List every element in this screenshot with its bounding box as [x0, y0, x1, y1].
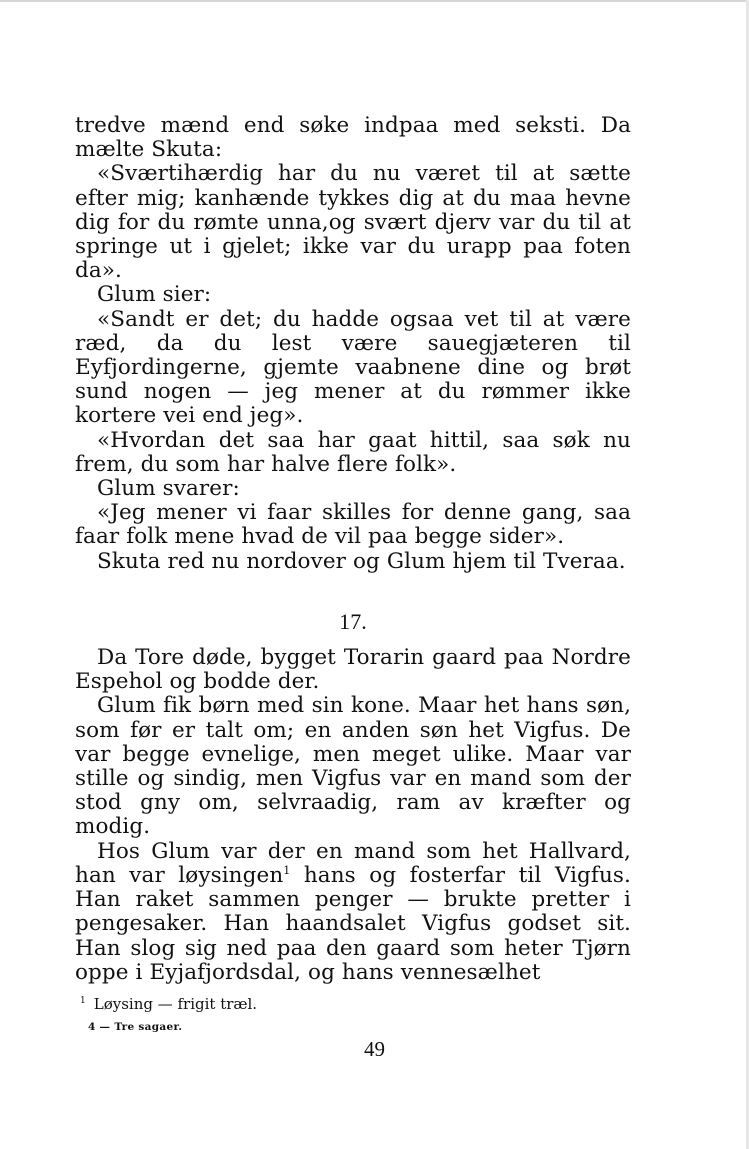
paragraph-2: «Sværtihærdig har du nu været til at sætte efter mig; kanhænde tykkes dig at du maa hevne dig for du rømte unna,og svært djerv var du til at springe ut i gjelet; ikke var du urapp paa foten da».	[75, 161, 631, 284]
paragraph-11-start: Hos Glum var der en mand som het Hallvard, han var løysingen	[75, 838, 631, 888]
footnote-text: Løysing — frigit træl.	[93, 995, 258, 1013]
paragraph-11-end: hans og fosterfar til Vigfus. Han raket sammen penger — brukte pretter i pengesaker. Han haandsalet Vigfus godset sit. Han slog sig ned paa den gaard som heter Tjørn oppe i Eyjafjordsdal, og hans vennesælhet	[75, 862, 631, 985]
paragraph-10: Glum fik børn med sin kone. Maar het hans søn, som før er talt om; en anden søn het Vigfus. De var begge evnelige, men meget ulike. Maar var stille og sindig, men Vigfus var en mand som der stod gny om, selvraadig, ram av kræfter og modig.	[75, 693, 631, 840]
paragraph-1: tredve mænd end søke indpaa med seksti. Da mælte Skuta:	[75, 113, 631, 163]
paragraph-11	[75, 840, 631, 985]
paragraph-9: Da Tore døde, bygget Torarin gaard paa Nordre Espehol og bodde der.	[75, 645, 631, 695]
page-number: 49	[364, 1037, 385, 1061]
printer-signature: 4 — Tre sagaer.	[88, 1021, 183, 1033]
chapter-heading: 17.	[339, 608, 367, 634]
body-text	[75, 114, 631, 985]
paragraph-6: Glum svarer:	[97, 476, 240, 502]
paragraph-7: «Jeg mener vi faar skilles for denne gang, saa faar folk mene hvad de vil paa begge sider».	[75, 500, 631, 550]
paragraph-8: Skuta red nu nordover og Glum hjem til Tveraa.	[97, 548, 626, 574]
page-edge-top	[0, 0, 749, 2]
paragraph-3: Glum sier:	[97, 282, 212, 308]
paragraph-4: «Sandt er det; du hadde ogsaa vet til at være ræd, da du lest være sauegjæteren til Eyfjordingerne, gjemte vaabnene dine og brøt sund nogen — jeg mener at du rømmer ikke kortere vei end jeg».	[75, 306, 631, 429]
paragraph-5: «Hvordan det saa har gaat hittil, saa søk nu frem, du som har halve flere folk».	[75, 427, 631, 477]
footnote-reference: 1	[283, 863, 291, 877]
footnote	[80, 992, 580, 1013]
footnote-mark: 1	[80, 996, 86, 1006]
